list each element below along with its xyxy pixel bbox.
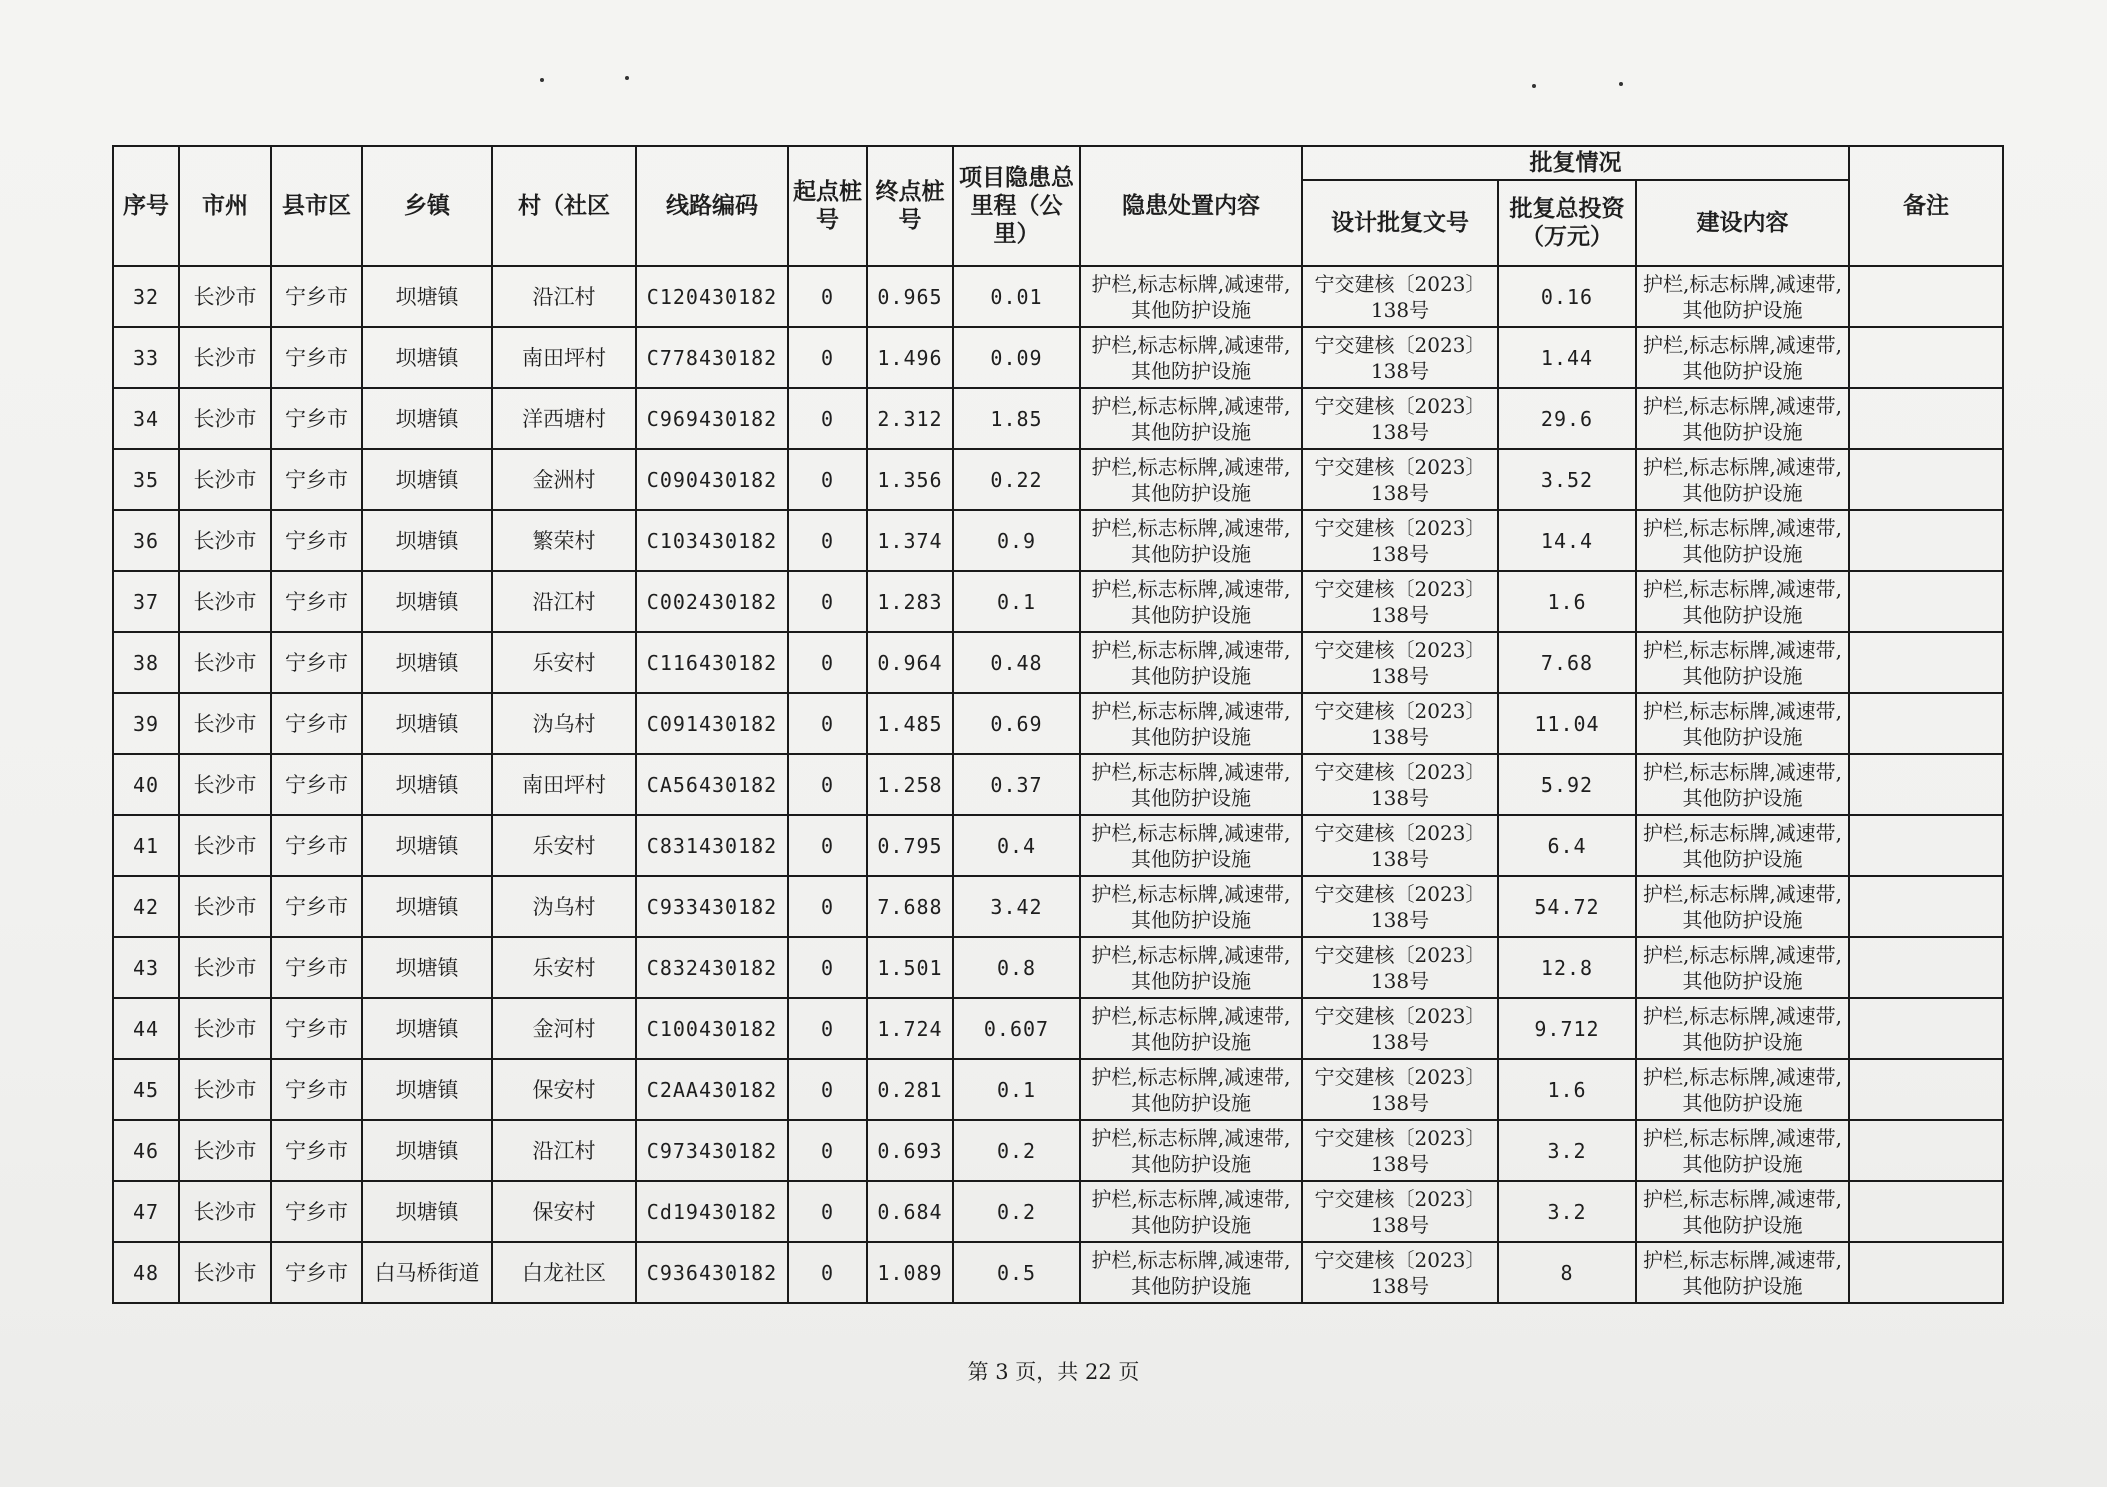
cell-remark <box>1849 510 2003 571</box>
cell-hazard-length: 0.4 <box>953 815 1080 876</box>
cell-hazard-length: 0.8 <box>953 937 1080 998</box>
cell-treatment: 护栏,标志标牌,减速带,其他防护设施 <box>1080 1059 1302 1120</box>
cell-design-doc: 宁交建核〔2023〕138号 <box>1302 1242 1498 1303</box>
cell-treatment: 护栏,标志标牌,减速带,其他防护设施 <box>1080 327 1302 388</box>
cell-construction: 护栏,标志标牌,减速带,其他防护设施 <box>1636 693 1849 754</box>
header-county: 县市区 <box>271 146 362 266</box>
cell-treatment: 护栏,标志标牌,减速带,其他防护设施 <box>1080 510 1302 571</box>
scan-speck <box>625 76 629 80</box>
cell-remark <box>1849 815 2003 876</box>
cell-treatment: 护栏,标志标牌,减速带,其他防护设施 <box>1080 937 1302 998</box>
cell-start-stake: 0 <box>788 510 867 571</box>
cell-design-doc: 宁交建核〔2023〕138号 <box>1302 754 1498 815</box>
header-construction: 建设内容 <box>1636 180 1849 266</box>
cell-treatment: 护栏,标志标牌,减速带,其他防护设施 <box>1080 998 1302 1059</box>
cell-end-stake: 1.089 <box>867 1242 953 1303</box>
cell-start-stake: 0 <box>788 1059 867 1120</box>
cell-investment: 54.72 <box>1498 876 1636 937</box>
cell-design-doc: 宁交建核〔2023〕138号 <box>1302 998 1498 1059</box>
cell-seq: 46 <box>113 1120 179 1181</box>
cell-city: 长沙市 <box>179 815 271 876</box>
header-remark: 备注 <box>1849 146 2003 266</box>
cell-route-code: C2AA430182 <box>636 1059 788 1120</box>
cell-county: 宁乡市 <box>271 571 362 632</box>
cell-start-stake: 0 <box>788 1120 867 1181</box>
cell-start-stake: 0 <box>788 449 867 510</box>
cell-village: 沩乌村 <box>492 693 636 754</box>
cell-town: 坝塘镇 <box>362 327 492 388</box>
cell-seq: 38 <box>113 632 179 693</box>
cell-remark <box>1849 998 2003 1059</box>
cell-start-stake: 0 <box>788 1181 867 1242</box>
cell-design-doc: 宁交建核〔2023〕138号 <box>1302 876 1498 937</box>
cell-construction: 护栏,标志标牌,减速带,其他防护设施 <box>1636 1181 1849 1242</box>
cell-investment: 7.68 <box>1498 632 1636 693</box>
cell-design-doc: 宁交建核〔2023〕138号 <box>1302 1059 1498 1120</box>
cell-seq: 41 <box>113 815 179 876</box>
cell-county: 宁乡市 <box>271 754 362 815</box>
cell-treatment: 护栏,标志标牌,减速带,其他防护设施 <box>1080 876 1302 937</box>
header-hazard-length: 项目隐患总里程（公里） <box>953 146 1080 266</box>
cell-end-stake: 2.312 <box>867 388 953 449</box>
cell-design-doc: 宁交建核〔2023〕138号 <box>1302 815 1498 876</box>
cell-remark <box>1849 754 2003 815</box>
header-town: 乡镇 <box>362 146 492 266</box>
cell-city: 长沙市 <box>179 571 271 632</box>
cell-hazard-length: 0.1 <box>953 571 1080 632</box>
cell-seq: 37 <box>113 571 179 632</box>
table-row <box>113 1242 2003 1303</box>
cell-town: 坝塘镇 <box>362 998 492 1059</box>
header-design-doc: 设计批复文号 <box>1302 180 1498 266</box>
cell-city: 长沙市 <box>179 1059 271 1120</box>
cell-hazard-length: 0.01 <box>953 266 1080 327</box>
cell-route-code: Cd19430182 <box>636 1181 788 1242</box>
cell-investment: 0.16 <box>1498 266 1636 327</box>
scan-speck <box>1619 82 1623 86</box>
cell-construction: 护栏,标志标牌,减速带,其他防护设施 <box>1636 632 1849 693</box>
cell-design-doc: 宁交建核〔2023〕138号 <box>1302 1120 1498 1181</box>
cell-start-stake: 0 <box>788 327 867 388</box>
header-route-code: 线路编码 <box>636 146 788 266</box>
cell-city: 长沙市 <box>179 998 271 1059</box>
cell-treatment: 护栏,标志标牌,减速带,其他防护设施 <box>1080 1120 1302 1181</box>
cell-start-stake: 0 <box>788 388 867 449</box>
cell-city: 长沙市 <box>179 693 271 754</box>
cell-route-code: C091430182 <box>636 693 788 754</box>
cell-remark <box>1849 876 2003 937</box>
cell-treatment: 护栏,标志标牌,减速带,其他防护设施 <box>1080 571 1302 632</box>
cell-hazard-length: 0.22 <box>953 449 1080 510</box>
cell-county: 宁乡市 <box>271 266 362 327</box>
page-number: 第 3 页，共 22 页 <box>967 1360 1140 1384</box>
cell-city: 长沙市 <box>179 266 271 327</box>
cell-route-code: C973430182 <box>636 1120 788 1181</box>
cell-remark <box>1849 266 2003 327</box>
cell-remark <box>1849 1242 2003 1303</box>
cell-design-doc: 宁交建核〔2023〕138号 <box>1302 266 1498 327</box>
cell-town: 坝塘镇 <box>362 449 492 510</box>
cell-village: 金河村 <box>492 998 636 1059</box>
cell-county: 宁乡市 <box>271 693 362 754</box>
cell-route-code: C936430182 <box>636 1242 788 1303</box>
cell-treatment: 护栏,标志标牌,减速带,其他防护设施 <box>1080 388 1302 449</box>
cell-construction: 护栏,标志标牌,减速带,其他防护设施 <box>1636 388 1849 449</box>
table-row <box>113 571 2003 632</box>
header-city: 市州 <box>179 146 271 266</box>
cell-seq: 47 <box>113 1181 179 1242</box>
cell-city: 长沙市 <box>179 1242 271 1303</box>
cell-hazard-length: 0.09 <box>953 327 1080 388</box>
cell-route-code: C002430182 <box>636 571 788 632</box>
cell-route-code: C090430182 <box>636 449 788 510</box>
table-row <box>113 1059 2003 1120</box>
cell-construction: 护栏,标志标牌,减速带,其他防护设施 <box>1636 449 1849 510</box>
cell-hazard-length: 0.2 <box>953 1181 1080 1242</box>
cell-start-stake: 0 <box>788 632 867 693</box>
cell-treatment: 护栏,标志标牌,减速带,其他防护设施 <box>1080 266 1302 327</box>
cell-design-doc: 宁交建核〔2023〕138号 <box>1302 937 1498 998</box>
cell-remark <box>1849 632 2003 693</box>
table-row <box>113 1181 2003 1242</box>
cell-village: 沿江村 <box>492 571 636 632</box>
cell-route-code: C933430182 <box>636 876 788 937</box>
cell-treatment: 护栏,标志标牌,减速带,其他防护设施 <box>1080 449 1302 510</box>
cell-investment: 1.6 <box>1498 1059 1636 1120</box>
cell-hazard-length: 0.9 <box>953 510 1080 571</box>
cell-remark <box>1849 388 2003 449</box>
cell-route-code: C831430182 <box>636 815 788 876</box>
header-treatment: 隐患处置内容 <box>1080 146 1302 266</box>
cell-seq: 44 <box>113 998 179 1059</box>
cell-county: 宁乡市 <box>271 937 362 998</box>
cell-county: 宁乡市 <box>271 1242 362 1303</box>
cell-town: 坝塘镇 <box>362 693 492 754</box>
cell-hazard-length: 0.5 <box>953 1242 1080 1303</box>
cell-treatment: 护栏,标志标牌,减速带,其他防护设施 <box>1080 1242 1302 1303</box>
cell-county: 宁乡市 <box>271 998 362 1059</box>
cell-seq: 36 <box>113 510 179 571</box>
cell-investment: 12.8 <box>1498 937 1636 998</box>
cell-remark <box>1849 937 2003 998</box>
cell-start-stake: 0 <box>788 266 867 327</box>
cell-start-stake: 0 <box>788 754 867 815</box>
cell-village: 繁荣村 <box>492 510 636 571</box>
cell-village: 乐安村 <box>492 632 636 693</box>
cell-investment: 5.92 <box>1498 754 1636 815</box>
table-row <box>113 815 2003 876</box>
cell-end-stake: 1.501 <box>867 937 953 998</box>
cell-town: 坝塘镇 <box>362 937 492 998</box>
cell-village: 南田坪村 <box>492 327 636 388</box>
cell-town: 白马桥街道 <box>362 1242 492 1303</box>
cell-county: 宁乡市 <box>271 1059 362 1120</box>
cell-village: 保安村 <box>492 1059 636 1120</box>
cell-design-doc: 宁交建核〔2023〕138号 <box>1302 693 1498 754</box>
cell-construction: 护栏,标志标牌,减速带,其他防护设施 <box>1636 510 1849 571</box>
cell-village: 沿江村 <box>492 1120 636 1181</box>
cell-hazard-length: 0.2 <box>953 1120 1080 1181</box>
cell-city: 长沙市 <box>179 937 271 998</box>
cell-county: 宁乡市 <box>271 327 362 388</box>
cell-village: 洋西塘村 <box>492 388 636 449</box>
cell-city: 长沙市 <box>179 876 271 937</box>
cell-construction: 护栏,标志标牌,减速带,其他防护设施 <box>1636 1059 1849 1120</box>
cell-start-stake: 0 <box>788 937 867 998</box>
cell-town: 坝塘镇 <box>362 266 492 327</box>
cell-village: 乐安村 <box>492 937 636 998</box>
cell-design-doc: 宁交建核〔2023〕138号 <box>1302 632 1498 693</box>
cell-seq: 43 <box>113 937 179 998</box>
cell-route-code: C100430182 <box>636 998 788 1059</box>
table-row <box>113 876 2003 937</box>
cell-design-doc: 宁交建核〔2023〕138号 <box>1302 1181 1498 1242</box>
cell-investment: 11.04 <box>1498 693 1636 754</box>
cell-seq: 45 <box>113 1059 179 1120</box>
cell-route-code: C832430182 <box>636 937 788 998</box>
table-row <box>113 266 2003 327</box>
cell-end-stake: 1.496 <box>867 327 953 388</box>
cell-city: 长沙市 <box>179 1120 271 1181</box>
cell-county: 宁乡市 <box>271 510 362 571</box>
table-row <box>113 327 2003 388</box>
cell-investment: 3.2 <box>1498 1181 1636 1242</box>
cell-end-stake: 7.688 <box>867 876 953 937</box>
cell-seq: 39 <box>113 693 179 754</box>
cell-hazard-length: 0.1 <box>953 1059 1080 1120</box>
cell-county: 宁乡市 <box>271 1181 362 1242</box>
cell-start-stake: 0 <box>788 693 867 754</box>
cell-end-stake: 0.965 <box>867 266 953 327</box>
cell-village: 沿江村 <box>492 266 636 327</box>
cell-construction: 护栏,标志标牌,减速带,其他防护设施 <box>1636 1120 1849 1181</box>
cell-design-doc: 宁交建核〔2023〕138号 <box>1302 510 1498 571</box>
cell-design-doc: 宁交建核〔2023〕138号 <box>1302 571 1498 632</box>
cell-end-stake: 1.283 <box>867 571 953 632</box>
cell-construction: 护栏,标志标牌,减速带,其他防护设施 <box>1636 1242 1849 1303</box>
cell-investment: 3.2 <box>1498 1120 1636 1181</box>
cell-treatment: 护栏,标志标牌,减速带,其他防护设施 <box>1080 632 1302 693</box>
cell-town: 坝塘镇 <box>362 815 492 876</box>
cell-route-code: CA56430182 <box>636 754 788 815</box>
cell-treatment: 护栏,标志标牌,减速带,其他防护设施 <box>1080 754 1302 815</box>
cell-town: 坝塘镇 <box>362 1059 492 1120</box>
cell-town: 坝塘镇 <box>362 754 492 815</box>
cell-end-stake: 0.964 <box>867 632 953 693</box>
cell-town: 坝塘镇 <box>362 1120 492 1181</box>
scan-speck <box>1532 84 1536 88</box>
hazard-treatment-table <box>112 145 2004 1304</box>
cell-city: 长沙市 <box>179 388 271 449</box>
cell-start-stake: 0 <box>788 998 867 1059</box>
cell-hazard-length: 3.42 <box>953 876 1080 937</box>
cell-investment: 9.712 <box>1498 998 1636 1059</box>
cell-end-stake: 0.795 <box>867 815 953 876</box>
table-row <box>113 632 2003 693</box>
cell-city: 长沙市 <box>179 632 271 693</box>
header-end-stake: 终点桩号 <box>867 146 953 266</box>
cell-investment: 1.44 <box>1498 327 1636 388</box>
cell-seq: 42 <box>113 876 179 937</box>
cell-remark <box>1849 1120 2003 1181</box>
cell-village: 沩乌村 <box>492 876 636 937</box>
table-row <box>113 1120 2003 1181</box>
header-seq: 序号 <box>113 146 179 266</box>
table-row <box>113 693 2003 754</box>
table-row <box>113 510 2003 571</box>
table-row <box>113 937 2003 998</box>
cell-construction: 护栏,标志标牌,减速带,其他防护设施 <box>1636 815 1849 876</box>
table-row <box>113 754 2003 815</box>
cell-construction: 护栏,标志标牌,减速带,其他防护设施 <box>1636 266 1849 327</box>
table-row <box>113 449 2003 510</box>
cell-remark <box>1849 327 2003 388</box>
cell-remark <box>1849 449 2003 510</box>
cell-village: 乐安村 <box>492 815 636 876</box>
cell-end-stake: 0.684 <box>867 1181 953 1242</box>
cell-remark <box>1849 1181 2003 1242</box>
cell-county: 宁乡市 <box>271 1120 362 1181</box>
cell-county: 宁乡市 <box>271 388 362 449</box>
cell-seq: 48 <box>113 1242 179 1303</box>
cell-town: 坝塘镇 <box>362 632 492 693</box>
cell-construction: 护栏,标志标牌,减速带,其他防护设施 <box>1636 937 1849 998</box>
cell-construction: 护栏,标志标牌,减速带,其他防护设施 <box>1636 998 1849 1059</box>
cell-construction: 护栏,标志标牌,减速带,其他防护设施 <box>1636 876 1849 937</box>
cell-hazard-length: 0.48 <box>953 632 1080 693</box>
cell-seq: 32 <box>113 266 179 327</box>
table-row <box>113 998 2003 1059</box>
table-row <box>113 388 2003 449</box>
header-row-1 <box>113 146 2003 180</box>
cell-city: 长沙市 <box>179 327 271 388</box>
cell-end-stake: 1.485 <box>867 693 953 754</box>
cell-end-stake: 1.356 <box>867 449 953 510</box>
header-village: 村（社区 <box>492 146 636 266</box>
header-approval-group: 批复情况 <box>1302 146 1849 180</box>
cell-remark <box>1849 1059 2003 1120</box>
cell-county: 宁乡市 <box>271 449 362 510</box>
cell-town: 坝塘镇 <box>362 876 492 937</box>
cell-treatment: 护栏,标志标牌,减速带,其他防护设施 <box>1080 815 1302 876</box>
cell-town: 坝塘镇 <box>362 1181 492 1242</box>
cell-hazard-length: 0.37 <box>953 754 1080 815</box>
cell-end-stake: 0.281 <box>867 1059 953 1120</box>
cell-town: 坝塘镇 <box>362 571 492 632</box>
cell-end-stake: 1.374 <box>867 510 953 571</box>
cell-city: 长沙市 <box>179 510 271 571</box>
header-start-stake: 起点桩号 <box>788 146 867 266</box>
scan-speck <box>540 78 544 82</box>
cell-county: 宁乡市 <box>271 632 362 693</box>
cell-route-code: C103430182 <box>636 510 788 571</box>
cell-county: 宁乡市 <box>271 876 362 937</box>
cell-hazard-length: 0.69 <box>953 693 1080 754</box>
cell-design-doc: 宁交建核〔2023〕138号 <box>1302 388 1498 449</box>
cell-route-code: C120430182 <box>636 266 788 327</box>
cell-hazard-length: 0.607 <box>953 998 1080 1059</box>
cell-city: 长沙市 <box>179 449 271 510</box>
cell-town: 坝塘镇 <box>362 388 492 449</box>
header-investment: 批复总投资（万元） <box>1498 180 1636 266</box>
cell-hazard-length: 1.85 <box>953 388 1080 449</box>
cell-construction: 护栏,标志标牌,减速带,其他防护设施 <box>1636 754 1849 815</box>
cell-investment: 1.6 <box>1498 571 1636 632</box>
cell-end-stake: 0.693 <box>867 1120 953 1181</box>
cell-remark <box>1849 571 2003 632</box>
cell-investment: 8 <box>1498 1242 1636 1303</box>
cell-seq: 35 <box>113 449 179 510</box>
cell-construction: 护栏,标志标牌,减速带,其他防护设施 <box>1636 327 1849 388</box>
cell-design-doc: 宁交建核〔2023〕138号 <box>1302 449 1498 510</box>
cell-town: 坝塘镇 <box>362 510 492 571</box>
cell-seq: 33 <box>113 327 179 388</box>
cell-city: 长沙市 <box>179 1181 271 1242</box>
cell-village: 白龙社区 <box>492 1242 636 1303</box>
cell-end-stake: 1.724 <box>867 998 953 1059</box>
cell-investment: 14.4 <box>1498 510 1636 571</box>
cell-route-code: C969430182 <box>636 388 788 449</box>
cell-village: 金洲村 <box>492 449 636 510</box>
cell-end-stake: 1.258 <box>867 754 953 815</box>
cell-route-code: C116430182 <box>636 632 788 693</box>
cell-investment: 6.4 <box>1498 815 1636 876</box>
cell-seq: 40 <box>113 754 179 815</box>
cell-county: 宁乡市 <box>271 815 362 876</box>
cell-investment: 29.6 <box>1498 388 1636 449</box>
cell-start-stake: 0 <box>788 571 867 632</box>
cell-seq: 34 <box>113 388 179 449</box>
cell-start-stake: 0 <box>788 815 867 876</box>
cell-route-code: C778430182 <box>636 327 788 388</box>
cell-treatment: 护栏,标志标牌,减速带,其他防护设施 <box>1080 1181 1302 1242</box>
cell-city: 长沙市 <box>179 754 271 815</box>
cell-construction: 护栏,标志标牌,减速带,其他防护设施 <box>1636 571 1849 632</box>
cell-start-stake: 0 <box>788 1242 867 1303</box>
cell-remark <box>1849 693 2003 754</box>
cell-investment: 3.52 <box>1498 449 1636 510</box>
cell-village: 南田坪村 <box>492 754 636 815</box>
cell-village: 保安村 <box>492 1181 636 1242</box>
cell-design-doc: 宁交建核〔2023〕138号 <box>1302 327 1498 388</box>
cell-treatment: 护栏,标志标牌,减速带,其他防护设施 <box>1080 693 1302 754</box>
cell-start-stake: 0 <box>788 876 867 937</box>
